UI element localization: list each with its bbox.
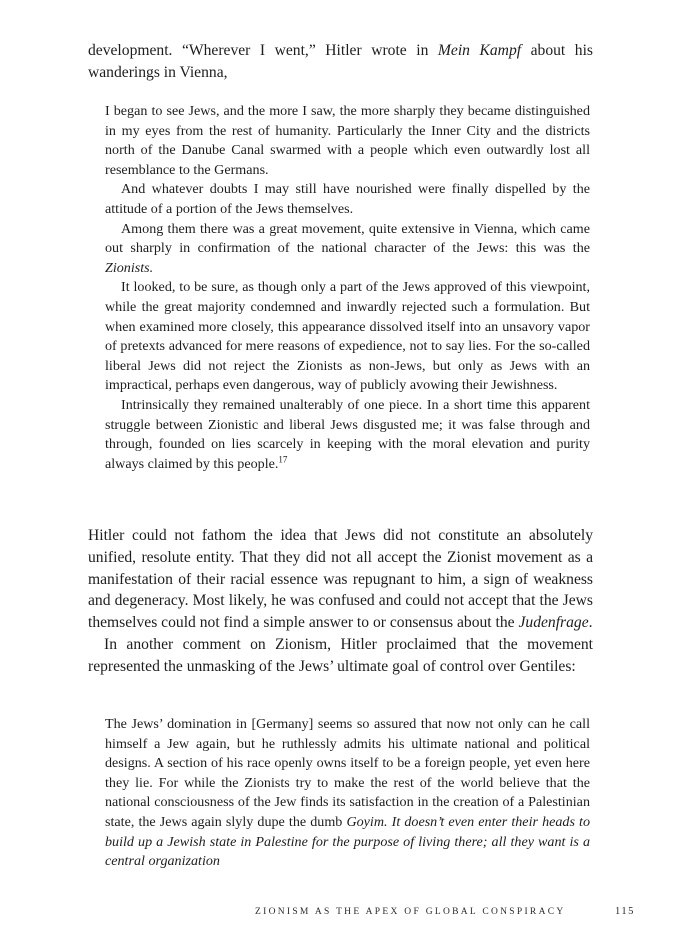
body-paragraph-1 [88, 525, 593, 634]
quote1-paragraph-3 [105, 220, 590, 279]
body-paragraph-1-end: . [588, 614, 593, 632]
quote1-paragraph-2: And whatever doubts I may still have nourished were finally dispelled by the attitude of a portion of the Jews themselves. [105, 181, 590, 217]
book-title: Mein Kampf [437, 42, 522, 59]
judenfrage-term: Judenfrage [518, 614, 589, 632]
block-quote-1 [105, 102, 590, 474]
body-paragraph-2: In another comment on Zionism, Hitler proclaimed that the movement represented the unmasking of the Jews’ ultimate goal of control over Gentiles: [88, 635, 593, 675]
quote2-paragraph [105, 715, 590, 872]
opening-text: development. “Wherever I went,” Hitler wrote in [88, 42, 438, 59]
quote1-paragraph-3-text: Among them there was a great movement, quite extensive in Vienna, which came out sharply in confirmation of the national character of the Jews: this was the [105, 220, 590, 257]
page-number: 115 [615, 906, 635, 917]
quote1-paragraph-4: It looked, to be sure, as though only a part of the Jews approved of this viewpoint, while the great majority condemned and inwardly rejected such a formulation. But when examined more closely, this appearance dissolved itself into an unsavory vapor of pretexts advanced for mere reasons of expedience, not to say lies. For the so-called liberal Jews did not reject the Zionists as non-Jews, but only as Jews with an impractical, perhaps even dangerous, way of publicly avowing their Jewishness. [105, 279, 590, 394]
block-quote-2 [105, 715, 590, 872]
quote1-paragraph-5-text: Intrinsically they remained unalterably of one piece. In a short time this apparent struggle between Zionistic and liberal Jews disgusted me; it was false through and through, founded on lies scarcely in keeping with the moral elevation and purity always claimed by this people. [105, 396, 590, 472]
quote2-text: The Jews’ domination in [Germany] seems so assured that now not only can he call himself a Jew again, but he ruthlessly admits his ultimate national and political designs. A section of his race openly owns itself to be a foreign people, yet even here they lie. For while the Zionists try to make the rest of the world believe that the national consciousness of the Jew finds its satisfaction in the creation of a Palestinian state, the Jews again slyly dupe the dumb [105, 716, 590, 830]
body-text [88, 525, 593, 678]
opening-text-end: about his wanderings in Vienna, [88, 42, 593, 81]
quote2-italic-text: Goyim. It doesn’t even enter their heads to build up a Jewish state in Palestine for the purpose of living there; all they want is a central organization [105, 813, 591, 870]
quote1-paragraph-1: I began to see Jews, and the more I saw, the more sharply they became distinguished in my eyes from the rest of humanity. Particularly the Inner City and the districts north of the Danube Canal swarmed with a people which even outwardly lost all resemblance to the Germans. [105, 103, 590, 178]
footnote-marker: 17 [278, 454, 288, 464]
opening-paragraph [88, 40, 593, 84]
body-paragraph-1-text: Hitler could not fathom the idea that Jews did not constitute an absolutely unified, resolute entity. That they did not all accept the Zionist movement as a manifestation of their racial essence was repugnant to him, a sign of weakness and degeneracy. Most likely, he was confused and could not accept that the Jews themselves could not find a simple answer to or consensus about the [88, 527, 593, 632]
running-footer: ZIONISM AS THE APEX OF GLOBAL CONSPIRACY [255, 907, 566, 917]
quote1-paragraph-5 [105, 396, 590, 474]
zionists-term: Zionists. [105, 259, 154, 276]
